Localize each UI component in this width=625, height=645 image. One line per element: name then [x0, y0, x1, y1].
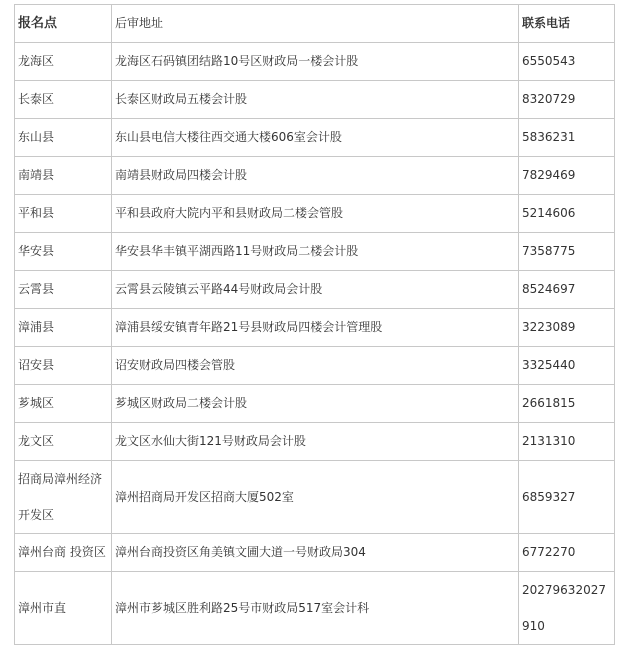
table-row	[15, 43, 615, 81]
cell-address: 南靖县财政局四楼会计股	[112, 157, 519, 195]
cell-address: 华安县华丰镇平湖西路11号财政局二楼会计股	[112, 233, 519, 271]
cell-phone: 5836231	[519, 119, 615, 157]
table-row	[15, 423, 615, 461]
table-row	[15, 195, 615, 233]
cell-phone: 3223089	[519, 309, 615, 347]
cell-phone: 3325440	[519, 347, 615, 385]
cell-phone: 5214606	[519, 195, 615, 233]
table-row	[15, 347, 615, 385]
header-address: 后审地址	[112, 5, 519, 43]
table-row	[15, 119, 615, 157]
cell-phone: 7358775	[519, 233, 615, 271]
table-row	[15, 572, 615, 645]
cell-name: 云霄县	[15, 271, 112, 309]
cell-name: 龙文区	[15, 423, 112, 461]
table-row	[15, 534, 615, 572]
cell-address: 云霄县云陵镇云平路44号财政局会计股	[112, 271, 519, 309]
cell-address: 东山县电信大楼往西交通大楼606室会计股	[112, 119, 519, 157]
cell-name: 芗城区	[15, 385, 112, 423]
cell-address: 长泰区财政局五楼会计股	[112, 81, 519, 119]
cell-name: 华安县	[15, 233, 112, 271]
header-phone: 联系电话	[519, 5, 615, 43]
cell-phone: 20279632027910	[519, 572, 615, 645]
cell-name: 诏安县	[15, 347, 112, 385]
cell-address: 漳浦县绥安镇青年路21号县财政局四楼会计管理股	[112, 309, 519, 347]
cell-phone: 6772270	[519, 534, 615, 572]
cell-name: 漳浦县	[15, 309, 112, 347]
table-row	[15, 157, 615, 195]
cell-phone: 8524697	[519, 271, 615, 309]
table-row	[15, 385, 615, 423]
cell-phone: 6550543	[519, 43, 615, 81]
cell-name: 招商局漳州经济开发区	[15, 461, 112, 534]
table-row	[15, 461, 615, 534]
table-row	[15, 233, 615, 271]
cell-address: 平和县政府大院内平和县财政局二楼会管股	[112, 195, 519, 233]
table-row	[15, 81, 615, 119]
cell-phone: 6859327	[519, 461, 615, 534]
cell-name: 长泰区	[15, 81, 112, 119]
cell-name: 龙海区	[15, 43, 112, 81]
header-name: 报名点	[15, 5, 112, 43]
office-table	[14, 4, 615, 645]
cell-name: 东山县	[15, 119, 112, 157]
cell-address: 诏安财政局四楼会管股	[112, 347, 519, 385]
cell-phone: 8320729	[519, 81, 615, 119]
cell-address: 龙海区石码镇团结路10号区财政局一楼会计股	[112, 43, 519, 81]
cell-name: 平和县	[15, 195, 112, 233]
cell-name: 南靖县	[15, 157, 112, 195]
cell-address: 漳州台商投资区角美镇文圃大道一号财政局304	[112, 534, 519, 572]
cell-address: 漳州招商局开发区招商大厦502室	[112, 461, 519, 534]
cell-phone: 2661815	[519, 385, 615, 423]
table-row	[15, 271, 615, 309]
cell-phone: 2131310	[519, 423, 615, 461]
cell-address: 漳州市芗城区胜利路25号市财政局517室会计科	[112, 572, 519, 645]
table-header-row	[15, 5, 615, 43]
table-row	[15, 309, 615, 347]
cell-name: 漳州台商 投资区	[15, 534, 112, 572]
cell-name: 漳州市直	[15, 572, 112, 645]
cell-address: 芗城区财政局二楼会计股	[112, 385, 519, 423]
cell-address: 龙文区水仙大街121号财政局会计股	[112, 423, 519, 461]
cell-phone: 7829469	[519, 157, 615, 195]
